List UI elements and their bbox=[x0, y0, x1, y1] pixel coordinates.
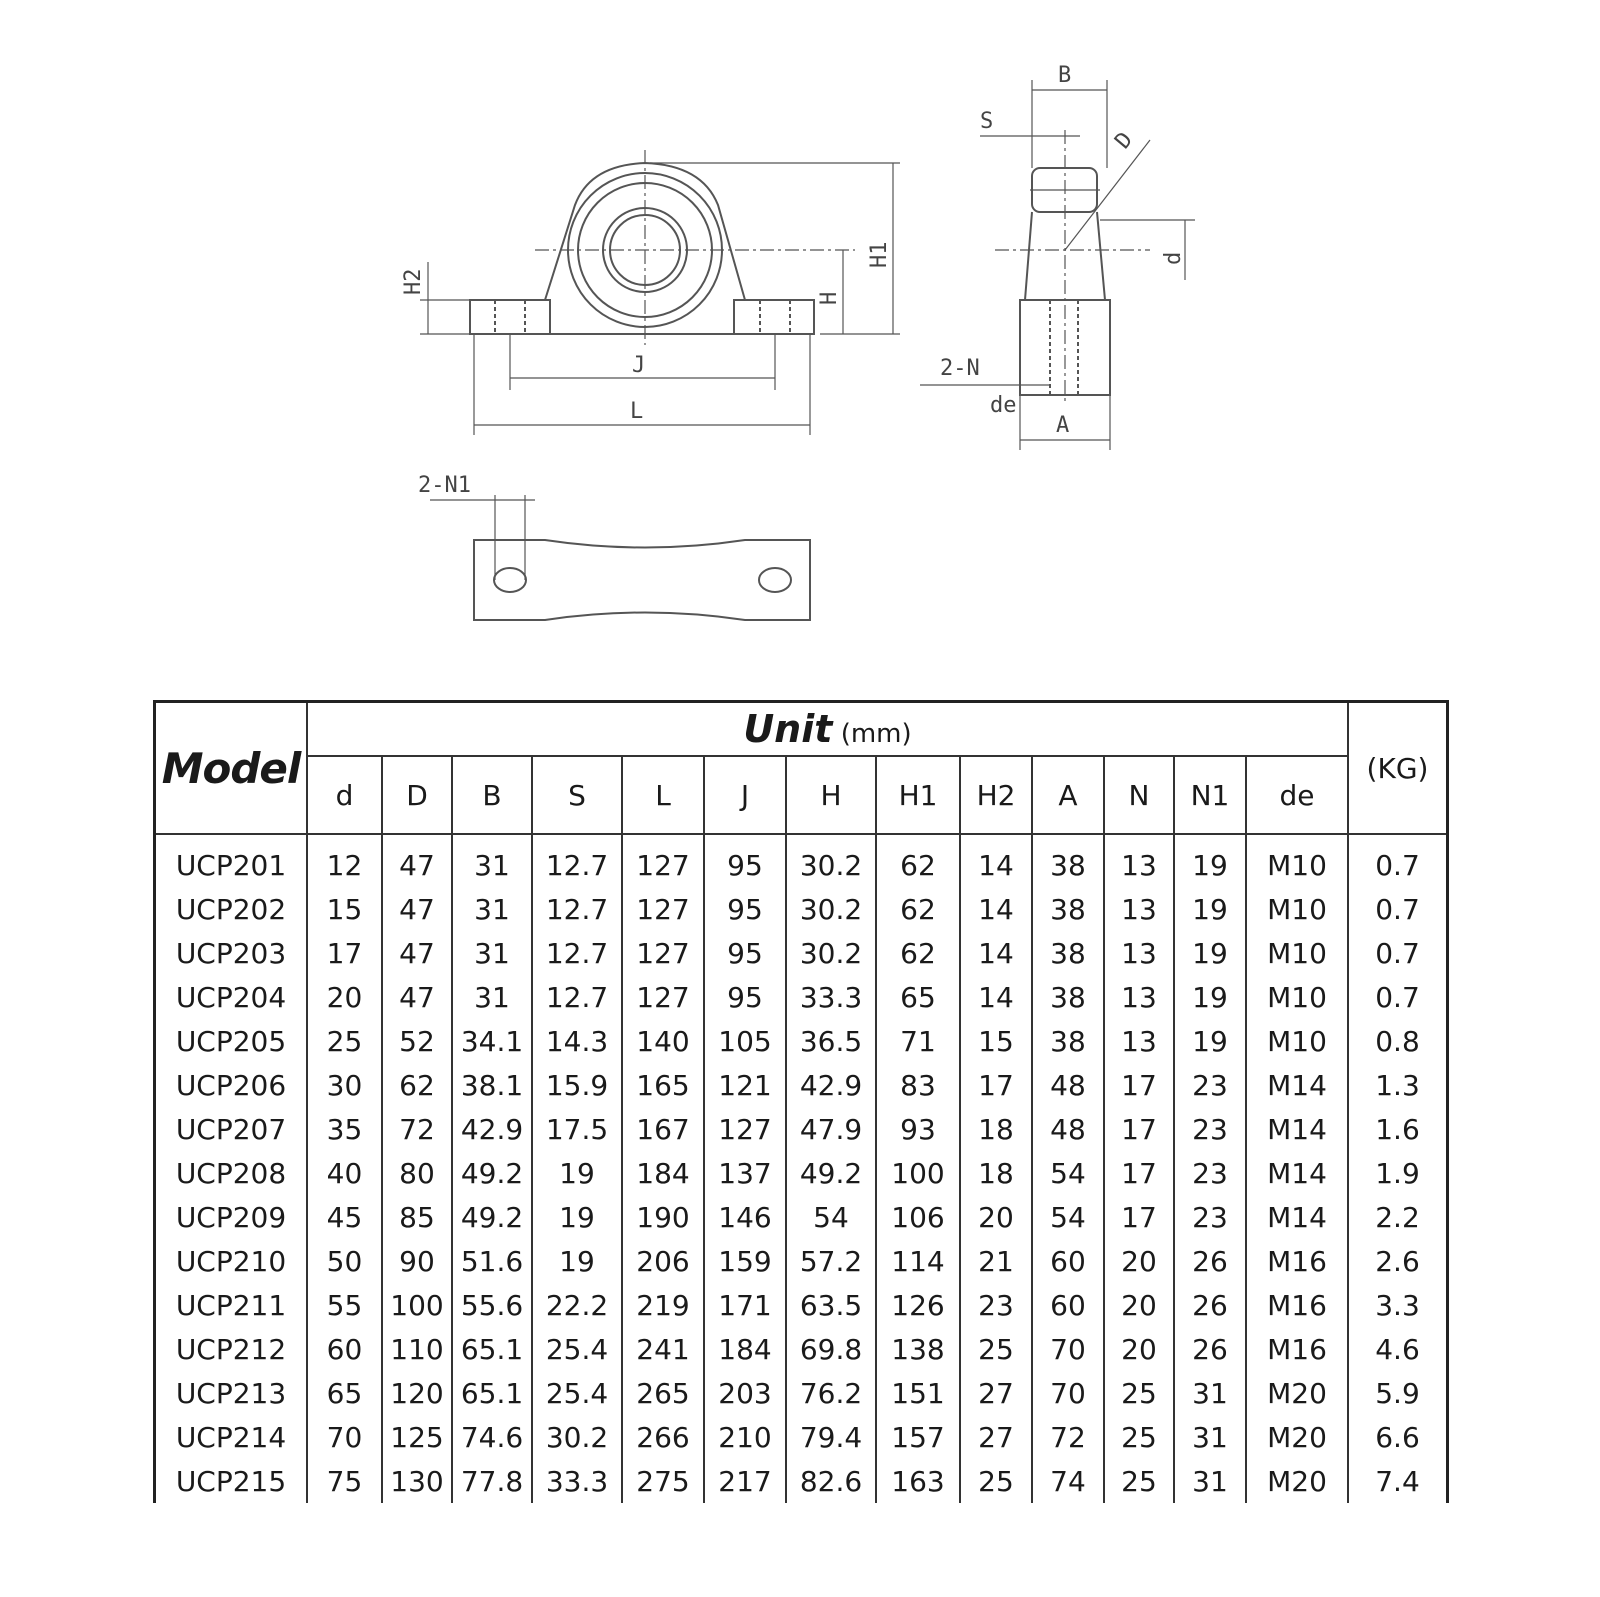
value-cell: 19 bbox=[1174, 975, 1246, 1019]
value-cell: 70 bbox=[1032, 1327, 1104, 1371]
label-2n: 2-N bbox=[940, 356, 980, 381]
value-cell: 130 bbox=[382, 1459, 452, 1503]
value-cell: 42.9 bbox=[786, 1063, 876, 1107]
value-cell: 30 bbox=[307, 1063, 382, 1107]
value-cell: 31 bbox=[452, 887, 532, 931]
value-cell: 71 bbox=[876, 1019, 960, 1063]
value-cell: 25.4 bbox=[532, 1371, 622, 1415]
value-cell: 17 bbox=[1104, 1151, 1174, 1195]
value-cell: 95 bbox=[704, 834, 786, 887]
value-cell: 17 bbox=[1104, 1063, 1174, 1107]
model-cell: UCP203 bbox=[155, 931, 308, 975]
value-cell: 25.4 bbox=[532, 1327, 622, 1371]
value-cell: 83 bbox=[876, 1063, 960, 1107]
value-cell: 13 bbox=[1104, 1019, 1174, 1063]
value-cell: 27 bbox=[960, 1415, 1032, 1459]
value-cell: 210 bbox=[704, 1415, 786, 1459]
column-header: d bbox=[307, 756, 382, 834]
value-cell: 48 bbox=[1032, 1063, 1104, 1107]
column-header: S bbox=[532, 756, 622, 834]
value-cell: 0.8 bbox=[1348, 1019, 1448, 1063]
value-cell: 31 bbox=[452, 975, 532, 1019]
model-cell: UCP201 bbox=[155, 834, 308, 887]
value-cell: 27 bbox=[960, 1371, 1032, 1415]
label-h2: H2 bbox=[401, 268, 426, 295]
value-cell: 19 bbox=[1174, 1019, 1246, 1063]
model-cell: UCP213 bbox=[155, 1371, 308, 1415]
value-cell: 38 bbox=[1032, 931, 1104, 975]
value-cell: 17 bbox=[307, 931, 382, 975]
table-row bbox=[155, 1415, 1448, 1459]
value-cell: 13 bbox=[1104, 975, 1174, 1019]
model-cell: UCP212 bbox=[155, 1327, 308, 1371]
value-cell: M20 bbox=[1246, 1415, 1348, 1459]
value-cell: 90 bbox=[382, 1239, 452, 1283]
unit-suffix: (mm) bbox=[840, 719, 912, 749]
value-cell: M14 bbox=[1246, 1107, 1348, 1151]
value-cell: 19 bbox=[1174, 887, 1246, 931]
value-cell: 70 bbox=[1032, 1371, 1104, 1415]
value-cell: 60 bbox=[307, 1327, 382, 1371]
table-row bbox=[155, 1327, 1448, 1371]
value-cell: 157 bbox=[876, 1415, 960, 1459]
value-cell: 50 bbox=[307, 1239, 382, 1283]
label-de: de bbox=[990, 393, 1017, 418]
spec-table bbox=[153, 700, 1449, 1503]
label-d-lower: d bbox=[1161, 251, 1186, 265]
value-cell: 127 bbox=[622, 887, 704, 931]
value-cell: 60 bbox=[1032, 1239, 1104, 1283]
value-cell: 30.2 bbox=[786, 887, 876, 931]
value-cell: 65.1 bbox=[452, 1327, 532, 1371]
value-cell: 275 bbox=[622, 1459, 704, 1503]
value-cell: 15.9 bbox=[532, 1063, 622, 1107]
table-row bbox=[155, 1459, 1448, 1503]
value-cell: 74 bbox=[1032, 1459, 1104, 1503]
value-cell: 137 bbox=[704, 1151, 786, 1195]
value-cell: 95 bbox=[704, 931, 786, 975]
value-cell: 95 bbox=[704, 975, 786, 1019]
value-cell: 241 bbox=[622, 1327, 704, 1371]
table-row bbox=[155, 887, 1448, 931]
table-row bbox=[155, 1107, 1448, 1151]
value-cell: 30.2 bbox=[532, 1415, 622, 1459]
value-cell: 110 bbox=[382, 1327, 452, 1371]
column-header: J bbox=[704, 756, 786, 834]
value-cell: 184 bbox=[622, 1151, 704, 1195]
value-cell: 85 bbox=[382, 1195, 452, 1239]
value-cell: 217 bbox=[704, 1459, 786, 1503]
value-cell: 38.1 bbox=[452, 1063, 532, 1107]
model-cell: UCP215 bbox=[155, 1459, 308, 1503]
value-cell: 31 bbox=[1174, 1415, 1246, 1459]
value-cell: 19 bbox=[532, 1195, 622, 1239]
model-cell: UCP204 bbox=[155, 975, 308, 1019]
table-row bbox=[155, 975, 1448, 1019]
value-cell: 5.9 bbox=[1348, 1371, 1448, 1415]
value-cell: M14 bbox=[1246, 1195, 1348, 1239]
value-cell: 25 bbox=[307, 1019, 382, 1063]
model-cell: UCP211 bbox=[155, 1283, 308, 1327]
table-row bbox=[155, 1019, 1448, 1063]
value-cell: 206 bbox=[622, 1239, 704, 1283]
value-cell: 25 bbox=[1104, 1459, 1174, 1503]
value-cell: 82.6 bbox=[786, 1459, 876, 1503]
pillow-block-drawing bbox=[0, 0, 1600, 680]
value-cell: 65 bbox=[307, 1371, 382, 1415]
value-cell: 159 bbox=[704, 1239, 786, 1283]
column-header: de bbox=[1246, 756, 1348, 834]
value-cell: 17 bbox=[1104, 1195, 1174, 1239]
unit-header bbox=[307, 702, 1348, 757]
value-cell: 13 bbox=[1104, 834, 1174, 887]
value-cell: 18 bbox=[960, 1107, 1032, 1151]
value-cell: 17 bbox=[1104, 1107, 1174, 1151]
value-cell: 45 bbox=[307, 1195, 382, 1239]
value-cell: 60 bbox=[1032, 1283, 1104, 1327]
value-cell: 14 bbox=[960, 887, 1032, 931]
label-h1: H1 bbox=[867, 241, 892, 268]
value-cell: 3.3 bbox=[1348, 1283, 1448, 1327]
value-cell: 25 bbox=[1104, 1371, 1174, 1415]
value-cell: 35 bbox=[307, 1107, 382, 1151]
value-cell: 2.2 bbox=[1348, 1195, 1448, 1239]
value-cell: 47 bbox=[382, 887, 452, 931]
value-cell: 62 bbox=[876, 931, 960, 975]
value-cell: 171 bbox=[704, 1283, 786, 1327]
value-cell: 69.8 bbox=[786, 1327, 876, 1371]
value-cell: 125 bbox=[382, 1415, 452, 1459]
value-cell: M16 bbox=[1246, 1239, 1348, 1283]
value-cell: 265 bbox=[622, 1371, 704, 1415]
value-cell: M16 bbox=[1246, 1327, 1348, 1371]
value-cell: 49.2 bbox=[452, 1151, 532, 1195]
value-cell: 26 bbox=[1174, 1283, 1246, 1327]
value-cell: M20 bbox=[1246, 1459, 1348, 1503]
value-cell: 55 bbox=[307, 1283, 382, 1327]
value-cell: M10 bbox=[1246, 887, 1348, 931]
column-header: H2 bbox=[960, 756, 1032, 834]
value-cell: 127 bbox=[704, 1107, 786, 1151]
value-cell: 57.2 bbox=[786, 1239, 876, 1283]
column-header: L bbox=[622, 756, 704, 834]
value-cell: 100 bbox=[382, 1283, 452, 1327]
value-cell: 47 bbox=[382, 834, 452, 887]
value-cell: 47 bbox=[382, 931, 452, 975]
table-row bbox=[155, 1063, 1448, 1107]
value-cell: 106 bbox=[876, 1195, 960, 1239]
value-cell: 80 bbox=[382, 1151, 452, 1195]
value-cell: 100 bbox=[876, 1151, 960, 1195]
value-cell: 2.6 bbox=[1348, 1239, 1448, 1283]
model-cell: UCP206 bbox=[155, 1063, 308, 1107]
value-cell: 55.6 bbox=[452, 1283, 532, 1327]
value-cell: 54 bbox=[1032, 1195, 1104, 1239]
value-cell: M10 bbox=[1246, 1019, 1348, 1063]
value-cell: 121 bbox=[704, 1063, 786, 1107]
value-cell: 23 bbox=[1174, 1195, 1246, 1239]
value-cell: 14 bbox=[960, 975, 1032, 1019]
value-cell: 20 bbox=[1104, 1283, 1174, 1327]
side-view bbox=[920, 80, 1195, 450]
label-a: A bbox=[1056, 413, 1070, 438]
value-cell: 114 bbox=[876, 1239, 960, 1283]
label-l: L bbox=[630, 399, 644, 424]
value-cell: 1.9 bbox=[1348, 1151, 1448, 1195]
value-cell: 167 bbox=[622, 1107, 704, 1151]
value-cell: 23 bbox=[1174, 1063, 1246, 1107]
value-cell: 93 bbox=[876, 1107, 960, 1151]
value-cell: 79.4 bbox=[786, 1415, 876, 1459]
value-cell: 12.7 bbox=[532, 931, 622, 975]
value-cell: M10 bbox=[1246, 834, 1348, 887]
value-cell: 51.6 bbox=[452, 1239, 532, 1283]
value-cell: 219 bbox=[622, 1283, 704, 1327]
value-cell: 127 bbox=[622, 975, 704, 1019]
model-cell: UCP205 bbox=[155, 1019, 308, 1063]
value-cell: 77.8 bbox=[452, 1459, 532, 1503]
value-cell: 190 bbox=[622, 1195, 704, 1239]
value-cell: 47.9 bbox=[786, 1107, 876, 1151]
value-cell: 6.6 bbox=[1348, 1415, 1448, 1459]
label-d-upper: D bbox=[1110, 127, 1139, 154]
column-header: H bbox=[786, 756, 876, 834]
value-cell: 95 bbox=[704, 887, 786, 931]
value-cell: 48 bbox=[1032, 1107, 1104, 1151]
value-cell: 126 bbox=[876, 1283, 960, 1327]
unit-label: Unit bbox=[743, 707, 833, 751]
value-cell: 38 bbox=[1032, 1019, 1104, 1063]
table-row bbox=[155, 834, 1448, 887]
value-cell: 165 bbox=[622, 1063, 704, 1107]
model-cell: UCP209 bbox=[155, 1195, 308, 1239]
value-cell: 17.5 bbox=[532, 1107, 622, 1151]
value-cell: M10 bbox=[1246, 975, 1348, 1019]
model-cell: UCP207 bbox=[155, 1107, 308, 1151]
model-header: Model bbox=[155, 702, 308, 835]
label-b: B bbox=[1058, 63, 1072, 88]
value-cell: 31 bbox=[1174, 1371, 1246, 1415]
value-cell: 25 bbox=[960, 1459, 1032, 1503]
value-cell: 33.3 bbox=[786, 975, 876, 1019]
value-cell: 62 bbox=[876, 834, 960, 887]
value-cell: 13 bbox=[1104, 931, 1174, 975]
value-cell: 163 bbox=[876, 1459, 960, 1503]
value-cell: 17 bbox=[960, 1063, 1032, 1107]
value-cell: 13 bbox=[1104, 887, 1174, 931]
value-cell: 26 bbox=[1174, 1239, 1246, 1283]
top-view bbox=[430, 495, 810, 620]
table-row bbox=[155, 1283, 1448, 1327]
value-cell: 0.7 bbox=[1348, 834, 1448, 887]
value-cell: 105 bbox=[704, 1019, 786, 1063]
table-row bbox=[155, 1371, 1448, 1415]
column-header-row bbox=[155, 756, 1448, 834]
technical-drawing bbox=[0, 0, 1600, 680]
value-cell: 127 bbox=[622, 931, 704, 975]
value-cell: 15 bbox=[960, 1019, 1032, 1063]
value-cell: 65 bbox=[876, 975, 960, 1019]
value-cell: 140 bbox=[622, 1019, 704, 1063]
value-cell: 7.4 bbox=[1348, 1459, 1448, 1503]
label-s: S bbox=[980, 109, 994, 134]
table-row bbox=[155, 1195, 1448, 1239]
table-row bbox=[155, 1151, 1448, 1195]
model-cell: UCP208 bbox=[155, 1151, 308, 1195]
column-header: N bbox=[1104, 756, 1174, 834]
value-cell: 25 bbox=[960, 1327, 1032, 1371]
value-cell: 19 bbox=[532, 1151, 622, 1195]
value-cell: 65.1 bbox=[452, 1371, 532, 1415]
value-cell: 42.9 bbox=[452, 1107, 532, 1151]
value-cell: 138 bbox=[876, 1327, 960, 1371]
value-cell: 266 bbox=[622, 1415, 704, 1459]
value-cell: 52 bbox=[382, 1019, 452, 1063]
column-header: H1 bbox=[876, 756, 960, 834]
value-cell: 15 bbox=[307, 887, 382, 931]
value-cell: 0.7 bbox=[1348, 975, 1448, 1019]
value-cell: 21 bbox=[960, 1239, 1032, 1283]
value-cell: 74.6 bbox=[452, 1415, 532, 1459]
column-header: B bbox=[452, 756, 532, 834]
value-cell: 23 bbox=[1174, 1107, 1246, 1151]
value-cell: 54 bbox=[1032, 1151, 1104, 1195]
value-cell: 36.5 bbox=[786, 1019, 876, 1063]
value-cell: 12.7 bbox=[532, 834, 622, 887]
value-cell: 34.1 bbox=[452, 1019, 532, 1063]
value-cell: 38 bbox=[1032, 887, 1104, 931]
value-cell: 40 bbox=[307, 1151, 382, 1195]
model-cell: UCP202 bbox=[155, 887, 308, 931]
value-cell: M14 bbox=[1246, 1151, 1348, 1195]
value-cell: 70 bbox=[307, 1415, 382, 1459]
value-cell: 62 bbox=[876, 887, 960, 931]
label-j: J bbox=[632, 353, 646, 378]
value-cell: 72 bbox=[382, 1107, 452, 1151]
value-cell: 23 bbox=[960, 1283, 1032, 1327]
value-cell: 184 bbox=[704, 1327, 786, 1371]
value-cell: 18 bbox=[960, 1151, 1032, 1195]
value-cell: 12.7 bbox=[532, 975, 622, 1019]
value-cell: 1.3 bbox=[1348, 1063, 1448, 1107]
value-cell: 14 bbox=[960, 834, 1032, 887]
value-cell: 19 bbox=[532, 1239, 622, 1283]
table-row bbox=[155, 1239, 1448, 1283]
value-cell: 31 bbox=[1174, 1459, 1246, 1503]
value-cell: 203 bbox=[704, 1371, 786, 1415]
value-cell: 14 bbox=[960, 931, 1032, 975]
model-cell: UCP210 bbox=[155, 1239, 308, 1283]
value-cell: 127 bbox=[622, 834, 704, 887]
value-cell: M16 bbox=[1246, 1283, 1348, 1327]
value-cell: 75 bbox=[307, 1459, 382, 1503]
value-cell: 20 bbox=[960, 1195, 1032, 1239]
value-cell: 49.2 bbox=[452, 1195, 532, 1239]
weight-header: (KG) bbox=[1348, 702, 1448, 835]
value-cell: 30.2 bbox=[786, 931, 876, 975]
value-cell: 33.3 bbox=[532, 1459, 622, 1503]
value-cell: 151 bbox=[876, 1371, 960, 1415]
value-cell: 25 bbox=[1104, 1415, 1174, 1459]
value-cell: 30.2 bbox=[786, 834, 876, 887]
value-cell: 1.6 bbox=[1348, 1107, 1448, 1151]
value-cell: 31 bbox=[452, 931, 532, 975]
value-cell: 47 bbox=[382, 975, 452, 1019]
value-cell: 19 bbox=[1174, 931, 1246, 975]
value-cell: 12.7 bbox=[532, 887, 622, 931]
value-cell: M14 bbox=[1246, 1063, 1348, 1107]
label-h: H bbox=[817, 291, 842, 305]
column-header: N1 bbox=[1174, 756, 1246, 834]
table-body bbox=[155, 834, 1448, 1503]
value-cell: 38 bbox=[1032, 975, 1104, 1019]
value-cell: 76.2 bbox=[786, 1371, 876, 1415]
value-cell: 19 bbox=[1174, 834, 1246, 887]
value-cell: 22.2 bbox=[532, 1283, 622, 1327]
value-cell: 20 bbox=[307, 975, 382, 1019]
model-cell: UCP214 bbox=[155, 1415, 308, 1459]
value-cell: M10 bbox=[1246, 931, 1348, 975]
value-cell: 72 bbox=[1032, 1415, 1104, 1459]
value-cell: 0.7 bbox=[1348, 931, 1448, 975]
column-header: A bbox=[1032, 756, 1104, 834]
value-cell: M20 bbox=[1246, 1371, 1348, 1415]
value-cell: 62 bbox=[382, 1063, 452, 1107]
value-cell: 63.5 bbox=[786, 1283, 876, 1327]
value-cell: 14.3 bbox=[532, 1019, 622, 1063]
label-2n1: 2-N1 bbox=[418, 473, 471, 498]
value-cell: 120 bbox=[382, 1371, 452, 1415]
value-cell: 26 bbox=[1174, 1327, 1246, 1371]
value-cell: 31 bbox=[452, 834, 532, 887]
value-cell: 54 bbox=[786, 1195, 876, 1239]
value-cell: 20 bbox=[1104, 1327, 1174, 1371]
value-cell: 12 bbox=[307, 834, 382, 887]
value-cell: 146 bbox=[704, 1195, 786, 1239]
value-cell: 38 bbox=[1032, 834, 1104, 887]
column-header: D bbox=[382, 756, 452, 834]
table-row bbox=[155, 931, 1448, 975]
value-cell: 4.6 bbox=[1348, 1327, 1448, 1371]
value-cell: 23 bbox=[1174, 1151, 1246, 1195]
value-cell: 20 bbox=[1104, 1239, 1174, 1283]
value-cell: 49.2 bbox=[786, 1151, 876, 1195]
value-cell: 0.7 bbox=[1348, 887, 1448, 931]
